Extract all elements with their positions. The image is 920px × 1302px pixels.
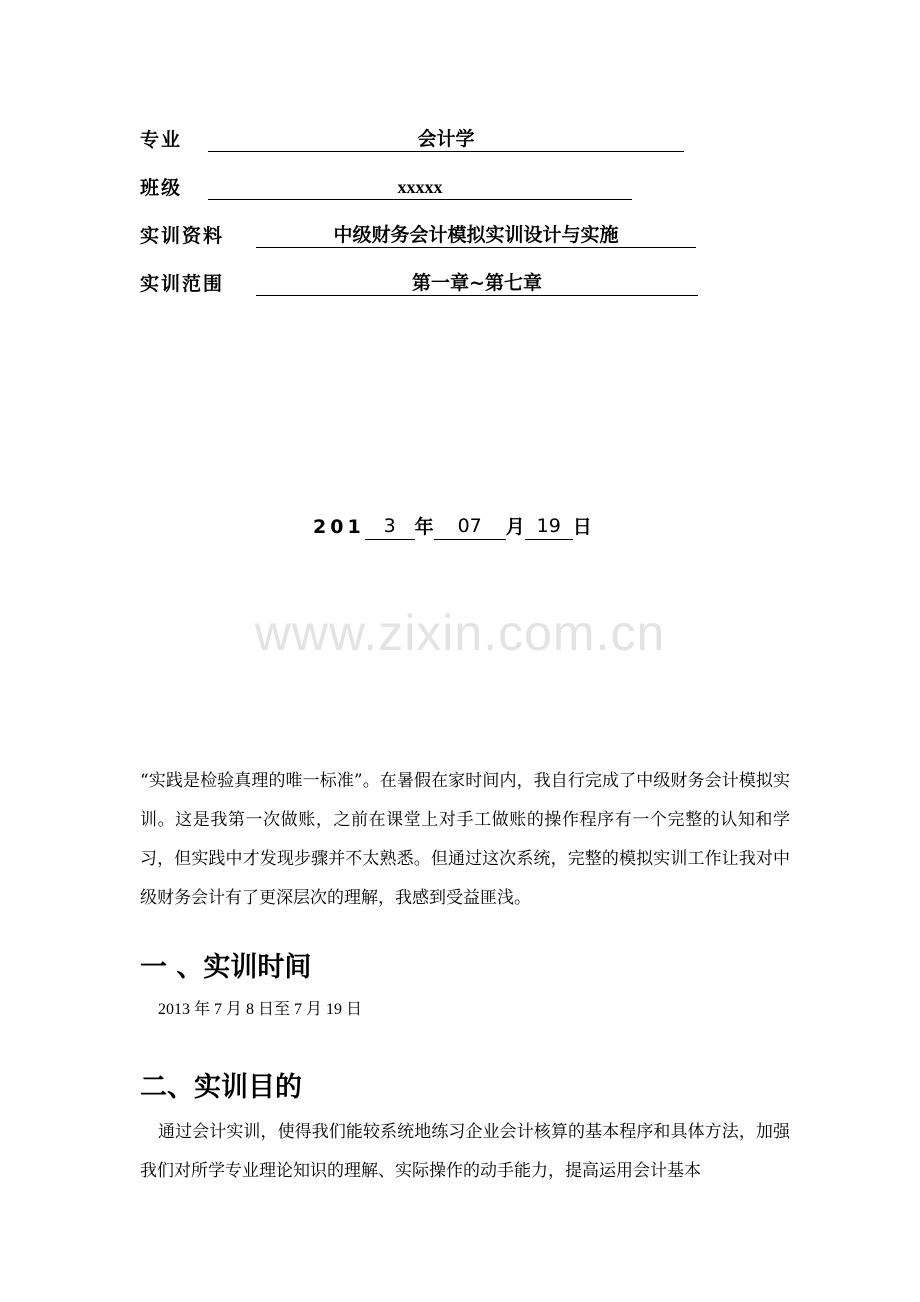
- field-major-label: 专业: [140, 129, 183, 151]
- date-day-char: 日: [572, 516, 592, 538]
- section-heading-training-purpose: 二、实训目的: [140, 1072, 302, 1103]
- intro-paragraph: “实践是检验真理的唯一标准”。在暑假在家时间内，我自行完成了中级财务会计模拟实训。这是我第一次做账，之前在课堂上对手工做账的操作程序有一个完整的认知和学习，但实践中才发现步骤并不太熟悉。但通过这次系统，完整的模拟实训工作让我对中级财务会计有了更深层次的理解，我感到受益匪浅。: [140, 771, 790, 908]
- date-day: 19: [525, 513, 573, 540]
- field-scope: [140, 268, 542, 296]
- watermark: www.zixin.com.cn: [254, 605, 666, 661]
- field-major-value: 会计学: [208, 127, 684, 152]
- field-class: [140, 172, 443, 200]
- field-materials-value: 中级财务会计模拟实训设计与实施: [256, 223, 696, 248]
- date-month: 07: [434, 513, 506, 540]
- field-major: [140, 124, 475, 152]
- date-year-suffix: 3: [365, 513, 415, 540]
- field-scope-label: 实训范围: [140, 273, 225, 295]
- report-date: [313, 510, 592, 540]
- training-purpose-paragraph: 通过会计实训，使得我们能较系统地练习企业会计核算的基本程序和具体方法，加强我们对所学专业理论知识的理解、实际操作的动手能力，提高运用会计基本: [140, 1122, 790, 1181]
- field-class-label: 班级: [140, 177, 183, 199]
- field-scope-value: 第一章~第七章: [256, 271, 698, 296]
- date-month-char: 月: [505, 516, 525, 538]
- field-materials-label: 实训资料: [140, 225, 225, 247]
- section-heading-training-time: 一 、实训时间: [140, 952, 312, 983]
- training-period-text: 2013 年 7 月 8 日至 7 月 19 日: [158, 1001, 363, 1018]
- date-year-char: 年: [414, 516, 434, 538]
- field-materials: [140, 220, 619, 248]
- field-class-value: xxxxx: [208, 175, 632, 200]
- date-year-prefix: 201: [313, 516, 365, 538]
